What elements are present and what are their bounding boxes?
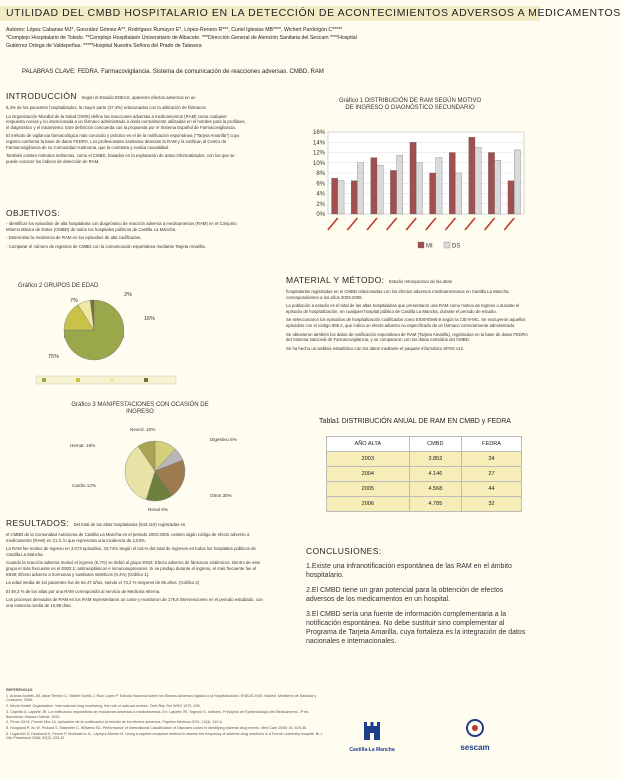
chart1-ytick-label: 6% bbox=[316, 181, 325, 188]
authors-line-2: *Complejo Hospitalario de Toledo. **Complejo Hospitalario Universitario de Albacete. ***Dirección General de Atención Sanitaria del Sescam ****Hospital bbox=[6, 35, 357, 41]
table-cell: 3.852 bbox=[409, 452, 461, 467]
intro-paragraph: El método de vigilancia farmacológica más conocido y práctico es el de la notificación espontánea ("Tarjeta Amarilla") cuyo registro conforma la base de datos FEDRA. Los profesionales sanitarios detectan la RAM y la notifican al Centro de Farmacovigilancia de su Comunidad Autónoma, que la contrasta y evalúa causalidad. bbox=[6, 133, 240, 150]
chart2-data-label: 2% bbox=[124, 292, 132, 298]
results-paragraph: El 49,3 % de los altas por una RAM correspondió al servicio de Medicina Interna. bbox=[6, 588, 161, 594]
sescam-label: sescam bbox=[460, 743, 490, 752]
table-header-cell: FEDRA bbox=[462, 437, 522, 452]
castilla-la-mancha-label: Castilla-La Mancha bbox=[349, 747, 395, 753]
intro-paragraph: La Organización Mundial de la Salud (OMS) define las reacciones adversas a medicamentos (RAM) como cualquier respuesta nociva y no intencionada a un fármaco administrado a dosis normalmente utilizadas en el hombre para la profilaxis, el diagnóstico y el tratamiento. Este definición concuerda con la propuesta por el Sistema Español de Farmacovigilancia. bbox=[6, 113, 246, 130]
chart1-ytick-label: 16% bbox=[312, 130, 325, 136]
chart1-bar bbox=[508, 181, 514, 214]
chart2-data-label: 75% bbox=[48, 354, 60, 360]
chart3-caption-line1: Gráfico 3 MANIFESTACIONES CON OCASIÓN DE bbox=[71, 402, 209, 408]
objectives-section bbox=[6, 208, 246, 252]
chart3-data-label: Hemat. 18% bbox=[70, 443, 96, 448]
methods-paragraph: Se seleccionaron los episodios de hospitalización codificados como E930-E949.9 según la CIE-9-MC. Se excluyeron aquellos episodios con el código 995.2, que indica un efecto adverso no especificado de un fármaco correctamente administrado. bbox=[286, 317, 526, 328]
methods-paragraph: La población a estudio es el total de las altas hospitalarias que presentaron una RAM como motivo de ingreso o durante el episodio de hospitalización, en cualquier hospital público de Castilla La Mancha, durante el periodo de estudio. bbox=[286, 303, 520, 314]
chart1-bar bbox=[390, 170, 396, 214]
chart1-category-label bbox=[367, 218, 377, 230]
objective-item: - Identificar los episodios de alta hospitalaria con diagnóstico de reacción adversa a medicamentos (RAM) en el Conjunto Mínimo Básico de Datos (CMBD) de todos los hospitales públicos de Castilla La Mancha. bbox=[6, 221, 237, 232]
intro-section bbox=[6, 86, 246, 167]
chart1-category-label bbox=[485, 218, 495, 230]
table-cell: 2006 bbox=[327, 497, 410, 512]
table-cell: 2005 bbox=[327, 482, 410, 497]
chart1-category-label bbox=[426, 218, 436, 230]
table1-title: Tabla1 DISTRIBUCIÓN ANUAL DE RAM EN CMBD y FEDRA bbox=[319, 418, 511, 425]
reference-item: 4. Pérez Gil M, Puente Mur JA. Aplicación de la codificación al estudio de los efectos adversos. Papeles Médicos 2001; 10(3): 142-6. bbox=[6, 720, 223, 725]
table-cell: 27 bbox=[462, 467, 522, 482]
chart1-bar bbox=[469, 137, 475, 214]
chart1-category-label bbox=[406, 218, 416, 230]
methods-heading: MATERIAL Y MÉTODO: bbox=[286, 275, 385, 285]
results-heading: RESULTADOS: bbox=[6, 518, 70, 528]
poster-title: UTILIDAD DEL CMBD HOSPITALARIO EN LA DETECCIÓN DE ACONTECIMIENTOS ADVERSOS A MEDICAMENTOS bbox=[0, 6, 540, 21]
table1 bbox=[326, 436, 522, 512]
table-cell: 44 bbox=[462, 482, 522, 497]
intro-paragraph: 8,4% de los pacientes hospitalizados, la mayor parte (37,4%) relacionados con la utilización de fármacos. bbox=[6, 105, 207, 110]
table-header-cell: CMBD bbox=[409, 437, 461, 452]
conclusion-item: 3.El CMBD sería una fuente de información complementaria a la notificación espontánea. No debe sustituir sino complementar al Programa de Tarjeta Amarilla, cuya fortaleza es la integración de datos nacionales e internacionales. bbox=[306, 611, 526, 645]
chart1-bar bbox=[371, 158, 377, 214]
table-row bbox=[327, 467, 522, 482]
chart1-legend-label: DS bbox=[452, 243, 461, 250]
chart3-data-label: Cardio 12% bbox=[72, 483, 97, 488]
chart1-bar bbox=[495, 160, 501, 214]
methods-section bbox=[286, 270, 530, 354]
table-cell: 2003 bbox=[327, 452, 410, 467]
chart2-legend-swatch bbox=[76, 378, 80, 382]
keywords: PALABRAS CLAVE: FEDRA. Farmacovigilancia. Sistema de comunicación de reacciones adversas. CMBD. RAM bbox=[22, 69, 324, 75]
chart3-caption-line2: INGRESO bbox=[126, 409, 154, 415]
chart2-pie-chart bbox=[36, 290, 186, 390]
table-row bbox=[327, 482, 522, 497]
results-section bbox=[6, 513, 266, 612]
objectives-heading: OBJETIVOS: bbox=[6, 208, 61, 218]
chart1-category-label bbox=[328, 218, 338, 230]
chart2-caption: Gráfico 2 GRUPOS DE EDAD bbox=[18, 283, 99, 289]
chart1-ytick-label: 2% bbox=[316, 201, 325, 208]
table-cell: 4.146 bbox=[409, 467, 461, 482]
conclusions-section bbox=[306, 546, 530, 652]
table-cell: 2004 bbox=[327, 467, 410, 482]
table-cell: 4.568 bbox=[409, 482, 461, 497]
chart1-bar bbox=[514, 150, 520, 214]
chart1-ytick-label: 12% bbox=[312, 150, 325, 157]
chart1-bar bbox=[351, 181, 357, 214]
chart1-ytick-label: 14% bbox=[312, 140, 325, 147]
sescam-logo bbox=[440, 718, 510, 752]
chart3-caption bbox=[60, 402, 220, 416]
castilla-la-mancha-logo bbox=[344, 718, 400, 753]
chart1-bar bbox=[455, 173, 461, 214]
table-row bbox=[327, 452, 522, 467]
results-paragraph: La RAM fue motivo de ingreso en 3.073 episodios, 23,74% Según el Ind.% del total de ingresos en todos los hospitales públicos de Castilla La Mancha. bbox=[6, 546, 256, 557]
chart1-bar bbox=[357, 163, 363, 214]
reference-item: 6. Lugardon S, Desboeuf K, Fernet P, Montastruc JL, Lapeyre-Mestre M. Using a capture-recapture method to assess the frequency of adverse drug reactions in a French university hospital. Br J Clin Pharmacol 2006; 62(2): 225-31. bbox=[6, 731, 323, 741]
chart3-data-label: Neurol. 10% bbox=[130, 427, 156, 432]
table-cell: 32 bbox=[462, 497, 522, 512]
results-paragraph: La edad media de los pacientes fue de 64,47 años, siendo el 73,2 % mayores de 65 años. (Gráfico 2) bbox=[6, 580, 200, 586]
reference-item: 1. Aranaz Andrés JM, Aibar Remón C, Vitaller Burillo J, Ruiz López P. Estudio Nacional sobre los Efectos Adversos ligados a la Hospitalización. ENEAS 2005. Madrid: Ministerio de Sanidad y Consumo; 2006. bbox=[6, 693, 317, 703]
table-cell: 4.785 bbox=[409, 497, 461, 512]
chart1-ytick-label: 10% bbox=[312, 160, 325, 167]
chart1-bar bbox=[430, 173, 436, 214]
chart1-legend-swatch bbox=[444, 242, 450, 248]
results-paragraph: Cuando la reacción adversa motivó el ingreso (5,7%) se debió al grupo E933; Efecto adverso de fármacos sistémicos. Dentro de este grupo el más frecuente es el E933.1; antineoplásicos e inmunosupresores. Si se produjo durante el ingreso, el más frecuente fue el E938; Efecto adverso a hormonas y sustitutos sintéticos (9,4%) (Gráfico 1). bbox=[6, 560, 261, 577]
chart2-legend-swatch bbox=[144, 378, 148, 382]
chart1-bar-chart bbox=[300, 128, 528, 256]
chart1-bar bbox=[436, 158, 442, 214]
authors-line-3: Gutiérrez Ortega de Valdepeñas. *****Hospital Nuestra Señora del Prado de Talavera bbox=[6, 43, 202, 49]
results-lead: Del total de las altas hospitalarias (643.119) registradas en bbox=[73, 522, 186, 527]
chart1-category-label bbox=[347, 218, 357, 230]
references-section bbox=[6, 688, 324, 742]
chart2-legend-swatch bbox=[110, 378, 114, 382]
castle-icon bbox=[362, 718, 382, 742]
chart1-caption-line2: DE INGRESO O DIAGNÓSTICO SECUNDARIO bbox=[345, 105, 475, 111]
chart1-bar bbox=[488, 153, 494, 215]
chart2-data-label: 7% bbox=[70, 298, 78, 304]
results-paragraph: el CMBD de la Comunidad Autónoma de Castilla La Mancha en el periodo 2003-2006, existen algún código de efecto adverso a medicamento (RAM) en 21.3, lo que representa una incidencia de 2,53%. bbox=[6, 532, 250, 543]
table-header-cell: AÑO ALTA bbox=[327, 437, 410, 452]
references-heading: REFERENCIAS bbox=[6, 688, 33, 692]
chart1-bar bbox=[397, 155, 403, 214]
methods-paragraph: Se obtuvieron también los datos de notificación espontánea de RAM (Tarjeta Amarilla), registrados en la base de datos FEDRA del Sistema Nacional de Farmacovigilancia, y se compararon con los datos extraídos del CMBD. bbox=[286, 331, 528, 343]
chart1-bar bbox=[377, 165, 383, 214]
chart1-ytick-label: 4% bbox=[316, 191, 325, 198]
chart1-bar bbox=[449, 153, 455, 215]
chart1-category-label bbox=[465, 218, 475, 230]
chart1-bar bbox=[338, 181, 344, 214]
conclusion-item: 1.Existe una infranotificación espontánea de las RAM en el ámbito hospitalario. bbox=[306, 563, 512, 579]
table-cell: 34 bbox=[462, 452, 522, 467]
results-paragraph: Los procesos derivados de RAM en los RAM representaron un coste y mostraron de 176,8 intervenciones en el periodo estudiado, con una estancia media de 10,88 días. bbox=[6, 597, 263, 608]
chart2-legend-box bbox=[36, 376, 176, 384]
chart1-category-label bbox=[387, 218, 397, 230]
chart1-caption bbox=[300, 98, 520, 112]
chart2-data-label: 16% bbox=[144, 316, 156, 322]
chart1-bar bbox=[410, 142, 416, 214]
chart3-pie-chart bbox=[60, 425, 250, 513]
methods-paragraph: hospitalarias registradas en el CMBD relacionadas con los efectos adversos medicamentosos en Castilla La Mancha, correspondientes a los años 2003-2006. bbox=[286, 289, 510, 300]
chart1-bar bbox=[416, 163, 422, 214]
chart1-legend-swatch bbox=[418, 242, 424, 248]
intro-heading: INTRODUCCIÓN bbox=[6, 91, 77, 101]
chart1-legend-label: MI bbox=[426, 243, 433, 250]
table-row bbox=[327, 497, 522, 512]
chart1-category-label bbox=[504, 218, 514, 230]
methods-paragraph: Se ha hecho un análisis estadístico con los datos mediante el paquete informático SPSS v12. bbox=[286, 345, 465, 351]
reference-item: 5. Hougland P, Xu W, Pickard S, Masheter C, Williams SD. Performance of International Classification of Diseases codes in identifying adverse drug events. Med Care 2006; 44: 629-36. bbox=[6, 725, 308, 730]
chart3-data-label: Digestivo 6% bbox=[210, 437, 237, 442]
objective-item: - Determinar la incidencia de RAM en los episodios de alta codificados. bbox=[6, 235, 142, 241]
chart3-data-label: Renal 8% bbox=[148, 507, 168, 512]
sescam-emblem-icon bbox=[465, 718, 485, 738]
chart1-ytick-label: 0% bbox=[316, 212, 325, 218]
chart1-ytick-label: 8% bbox=[316, 171, 325, 177]
chart1-bar bbox=[332, 178, 338, 214]
intro-paragraph: También existen métodos indirectos, como el CMBD, basados en la explotación de datos informatizados, con los que se puede conocer los índices de detección de RAM. bbox=[6, 153, 235, 164]
chart1-bar bbox=[475, 147, 481, 214]
objective-item: - Comparar el número de registros de CMBD con la comunicación espontánea mediante Tarjeta Amarilla. bbox=[6, 243, 206, 249]
reference-item: 3. Capellà D, Laporte JR. La notificación espontánea de reacciones adversas a medicamentos. En: Laporte JR, Tognoni G, editores. Principios de Epidemiología del Medicamento. 2ª ed. Barcelona: Masson-Salvat; 1993. bbox=[6, 709, 310, 719]
conclusion-item: 2.El CMBD tiene un gran potencial para la obtención de efectos adversos de los medicamentos en un hospital. bbox=[306, 587, 504, 603]
chart1-category-label bbox=[445, 218, 455, 230]
chart3-data-label: Otros 30% bbox=[210, 493, 232, 498]
intro-lead: Según el Estudio ENEAS, aparecen efectos adversos en un bbox=[81, 95, 196, 100]
methods-lead: Estudio retrospectivo de las altas bbox=[388, 279, 452, 284]
authors-line-1: Autores: López Cabanas MJ*, González Gómez A**, Rodríguez Rumayor E*, López-Renero R***, Curiel Iglesias MB****, Wichert Pardo/gón C***** bbox=[6, 27, 343, 33]
conclusions-heading: CONCLUSIONES: bbox=[306, 546, 382, 556]
table-header-row bbox=[327, 437, 522, 452]
reference-item: 2. World Health Organization. International drug monitoring: the role of national centres. Tech Rep Ser WHO 1972; 498. bbox=[6, 704, 201, 709]
chart2-legend-swatch bbox=[42, 378, 46, 382]
chart1-caption-line1: Gráfico 1 DISTRIBUCIÓN DE RAM SEGÚN MOTIVO bbox=[338, 98, 482, 104]
